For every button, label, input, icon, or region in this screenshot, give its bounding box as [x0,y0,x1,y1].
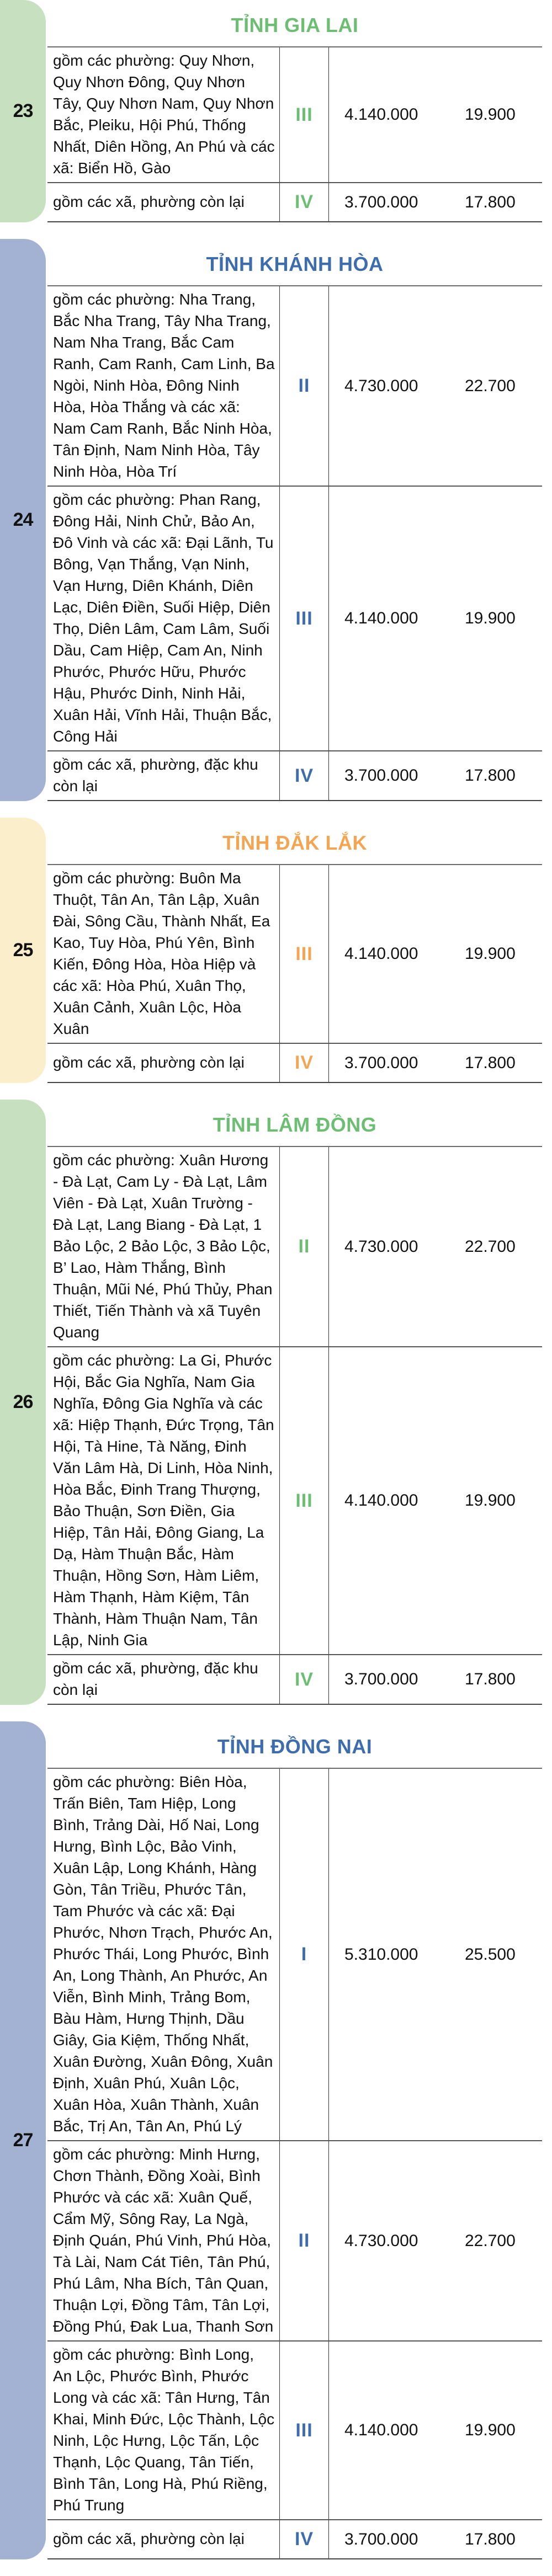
hourly-wage: 17.800 [465,1053,516,1072]
region-grade: I [280,1769,329,2140]
monthly-wage: 4.140.000 [344,2421,418,2439]
area-description: gồm các phường: Nha Trang, Bắc Nha Trang, Tây Nha Trang, Nam Nha Trang, Bắc Cam Ranh, Cam Ranh, Cam Linh, Ba Ngòi, Ninh Hòa, Đông Ninh Hòa, Hòa Thắng và các xã: Nam Cam Ranh, Bắc Ninh Hòa, Tân Định, Nam Ninh Hòa, Tây Ninh Hòa, Hòa Trí [47,286,280,486]
region-grade: III [280,487,329,750]
table-row [47,47,542,183]
monthly-wage: 4.140.000 [344,1491,418,1510]
area-description: gồm các phường: Buôn Ma Thuột, Tân An, Tân Lập, Xuân Đài, Sông Cầu, Thành Nhất, Ea Kao, Tuy Hòa, Phú Yên, Bình Kiến, Đông Hòa, Hòa Hiệp và các xã: Hòa Phú, Xuân Thọ, Xuân Cảnh, Xuân Lộc, Hòa Xuân [47,865,280,1043]
province-number: 27 [13,2130,33,2151]
province-title: TỈNH ĐỒNG NAI [47,1721,542,1769]
hourly-wage: 19.900 [465,609,516,627]
table-row [47,487,542,751]
area-description: gồm các xã, phường, đặc khu còn lại [47,1655,280,1704]
area-description: gồm các xã, phường còn lại [47,2520,280,2558]
table-row [47,865,542,1044]
province-number-band [0,818,46,1083]
table-row [47,1147,542,1347]
province-title: TỈNH ĐẮK LẮK [47,818,542,865]
monthly-wage: 4.140.000 [344,945,418,963]
hourly-wage: 17.800 [465,193,516,211]
monthly-wage: 4.140.000 [344,609,418,627]
hourly-wage: 19.900 [465,2421,516,2439]
area-description: gồm các phường: La Gi, Phước Hội, Bắc Gia Nghĩa, Nam Gia Nghĩa, Đông Gia Nghĩa và các xã: Hiệp Thạnh, Đức Trọng, Tân Hội, Tà Hine, Tà Năng, Đinh Văn Lâm Hà, Di Linh, Hòa Ninh, Hòa Bắc, Đinh Trang Thượng, Bảo Thuận, Sơn Điền, Gia Hiệp, Tân Hải, Đông Giang, La Dạ, Hàm Thuận Bắc, Hàm Thuận, Hồng Sơn, Hàm Liêm, Hàm Thạnh, Hàm Kiệm, Tân Thành, Hàm Thuận Nam, Tân Lập, Ninh Gia [47,1347,280,1654]
monthly-wage: 4.140.000 [344,105,418,124]
hourly-wage: 19.900 [465,1491,516,1510]
province-gia-lai [0,0,552,222]
table-row [47,1655,542,1705]
province-number: 25 [13,940,33,961]
province-number: 24 [13,509,33,530]
region-grade: III [280,2342,329,2519]
table-row [47,1347,542,1655]
area-description: gồm các phường: Quy Nhơn, Quy Nhơn Đông, Quy Nhơn Tây, Quy Nhơn Nam, Quy Nhơn Bắc, Pleiku, Hội Phú, Thống Nhất, Diên Hồng, An Phú và các xã: Biển Hồ, Gào [47,47,280,182]
monthly-wage: 5.310.000 [344,1945,418,1964]
hourly-wage: 17.800 [465,766,516,785]
province-title: TỈNH GIA LAI [47,0,542,47]
region-grade: III [280,865,329,1043]
province-number-band [0,0,46,222]
hourly-wage: 19.900 [465,105,516,124]
area-description: gồm các phường: Minh Hưng, Chơn Thành, Đồng Xoài, Bình Phước và các xã: Xuân Quế, Cẩm Mỹ, Sông Ray, La Ngà, Định Quán, Phú Vinh, Phú Hòa, Tà Lài, Nam Cát Tiên, Tân Phú, Phú Lâm, Nha Bích, Tân Quan, Thuận Lợi, Đồng Tâm, Tân Lợi, Đồng Phú, Đak Lua, Thanh Sơn [47,2141,280,2340]
monthly-wage: 4.730.000 [344,2231,418,2250]
area-description: gồm các phường: Xuân Hương - Đà Lạt, Cam Ly - Đà Lạt, Lâm Viên - Đà Lạt, Xuân Trường - Đà Lạt, Lang Biang - Đà Lạt, 1 Bảo Lộc, 2 Bảo Lộc, 3 Bảo Lộc, B’ Lao, Hàm Thắng, Bình Thuận, Mũi Né, Phú Thủy, Phan Thiết, Tiến Thành và xã Tuyên Quang [47,1147,280,1346]
region-grade: IV [280,2520,329,2558]
area-description: gồm các xã, phường, đặc khu còn lại [47,751,280,800]
province-number: 23 [13,100,33,121]
hourly-wage: 17.800 [465,2530,516,2548]
monthly-wage: 3.700.000 [344,1053,418,1072]
region-grade: IV [280,751,329,800]
province-number: 26 [13,1391,33,1412]
monthly-wage: 3.700.000 [344,1670,418,1688]
region-grade: II [280,2141,329,2340]
area-description: gồm các xã, phường còn lại [47,1044,280,1082]
table-row [47,2141,542,2342]
province-title: TỈNH LÂM ĐỒNG [47,1100,542,1147]
province-title: TỈNH KHÁNH HÒA [47,239,542,286]
region-grade: III [280,47,329,182]
area-description: gồm các phường: Biên Hòa, Trấn Biên, Tam Hiệp, Long Bình, Trảng Dài, Hố Nai, Long Hưng, Bình Lộc, Bảo Vinh, Xuân Lập, Long Khánh, Hàng Gòn, Tân Triều, Phước Tân, Tam Phước và các xã: Đại Phước, Nhơn Trạch, Phước An, Phước Thái, Long Phước, Bình An, Long Thành, An Phước, An Viễn, Bình Minh, Trảng Bom, Bàu Hàm, Hưng Thịnh, Dầu Giây, Gia Kiệm, Thống Nhất, Xuân Đường, Xuân Đông, Xuân Định, Xuân Phú, Xuân Lộc, Xuân Hòa, Xuân Thành, Xuân Bắc, Trị An, Tân An, Phú Lý [47,1769,280,2140]
monthly-wage: 3.700.000 [344,193,418,211]
monthly-wage: 4.730.000 [344,376,418,395]
monthly-wage: 3.700.000 [344,766,418,785]
region-grade: II [280,286,329,486]
table-row [47,1044,542,1083]
table-row [47,286,542,487]
province-number-band [0,1100,46,1705]
area-description: gồm các phường: Bình Long, An Lộc, Phước Bình, Phước Long và các xã: Tân Hưng, Tân Khai, Minh Đức, Lộc Thành, Lộc Ninh, Lộc Hưng, Lộc Tấn, Lộc Thạnh, Lộc Quang, Tân Tiến, Bình Tân, Long Hà, Phú Riềng, Phú Trung [47,2342,280,2519]
province-dong-nai [0,1721,552,2559]
table-row [47,751,542,801]
province-dak-lak [0,818,552,1083]
region-grade: II [280,1147,329,1346]
hourly-wage: 25.500 [465,1945,516,1964]
area-description: gồm các phường: Phan Rang, Đông Hải, Ninh Chử, Bảo An, Đô Vinh và các xã: Đại Lãnh, Tu Bông, Vạn Thắng, Vạn Ninh, Vạn Hưng, Diên Khánh, Diên Lạc, Diên Điền, Suối Hiệp, Diên Thọ, Diên Lâm, Cam Lâm, Suối Dầu, Cam Hiệp, Cam An, Ninh Phước, Phước Hữu, Phước Hậu, Phước Dinh, Ninh Hải, Xuân Hải, Vĩnh Hải, Thuận Bắc, Công Hải [47,487,280,750]
monthly-wage: 4.730.000 [344,1237,418,1256]
province-khanh-hoa [0,239,552,801]
area-description: gồm các xã, phường còn lại [47,183,280,221]
hourly-wage: 22.700 [465,376,516,395]
monthly-wage: 3.700.000 [344,2530,418,2548]
region-grade: IV [280,1044,329,1082]
province-number-band [0,239,46,801]
hourly-wage: 17.800 [465,1670,516,1688]
hourly-wage: 22.700 [465,1237,516,1256]
region-grade: IV [280,1655,329,1704]
hourly-wage: 22.700 [465,2231,516,2250]
table-row [47,2520,542,2559]
province-number-band [0,1721,46,2559]
province-lam-dong [0,1100,552,1705]
table-row [47,2342,542,2520]
table-row [47,1769,542,2141]
region-grade: IV [280,183,329,221]
region-grade: III [280,1347,329,1654]
table-row [47,183,542,222]
hourly-wage: 19.900 [465,945,516,963]
